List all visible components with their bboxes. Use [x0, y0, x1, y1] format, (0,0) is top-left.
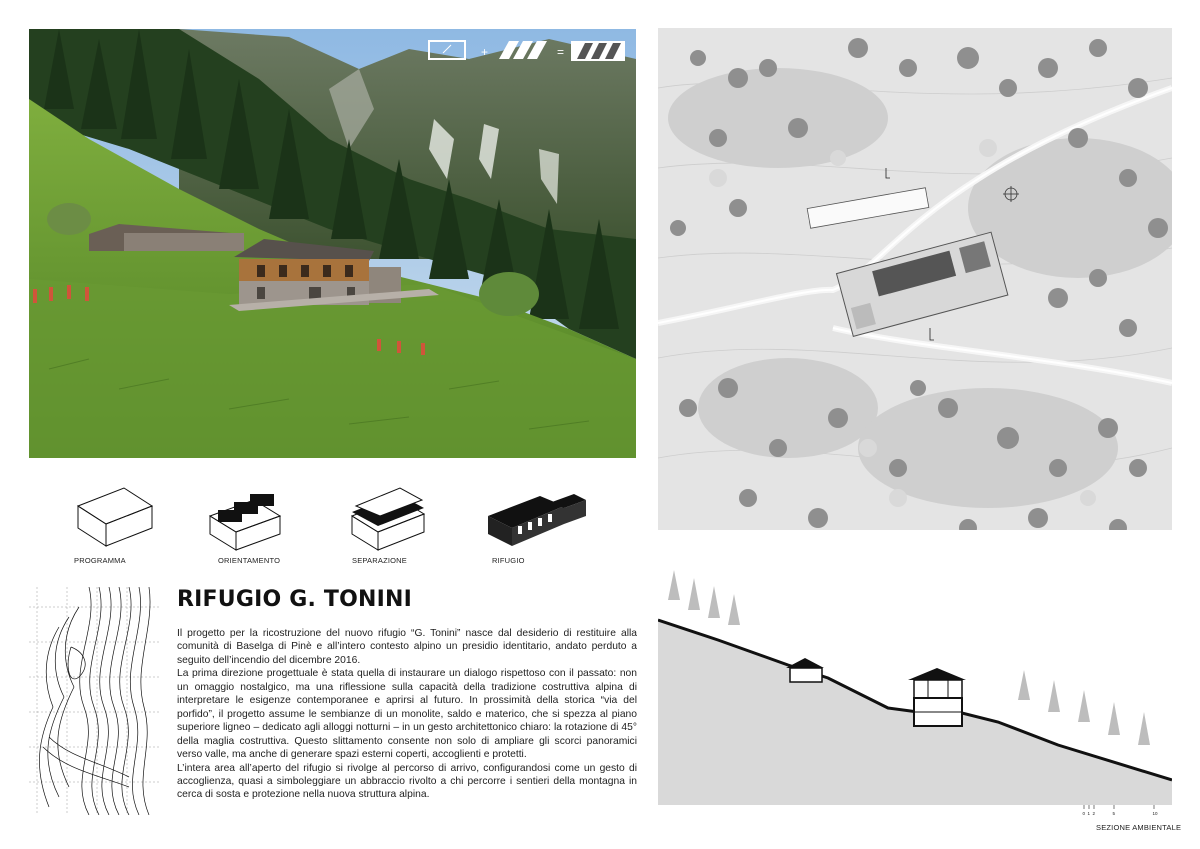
section-drawing — [658, 530, 1172, 805]
separated-volumes-icon — [344, 476, 484, 556]
concept-orientamento — [204, 476, 344, 576]
mountain-landscape-image — [29, 29, 636, 458]
concept-label: SEPARAZIONE — [352, 556, 407, 565]
topographic-map — [29, 587, 161, 815]
svg-text:=: = — [557, 45, 565, 59]
concept-separazione — [344, 476, 484, 576]
scale-bar — [1082, 803, 1172, 817]
project-description — [177, 627, 637, 802]
description-paragraph: La prima direzione progettuale è stata quella di instaurare un dialogo rispettoso con il passato: non un omaggio nostalgico, ma una riflessione sulla capacità della tradizione costruttiva alpina di interpretare le esigenze contemporanee e aprirsi al futuro. In prossimità della storica “via del porfido”, il progetto assume le sembianze di un monolite, saldo e materico, che si spezza al piano superiore ligneo – dedicato agli alloggi notturni – in un gesto architettonico chiaro: la rotazione di 45° della maglia costruttiva. Questo slittamento consente non solo di ampliare gli scorci panoramici verso valle, ma anche di generare spazi esterni coperti, accoglienti e protetti. — [177, 668, 637, 761]
project-title: RIFUGIO G. TONINI — [177, 587, 413, 612]
refuge-building-icon — [484, 476, 624, 556]
description-paragraph: Il progetto per la ricostruzione del nuovo rifugio “G. Tonini” nasce dal desiderio di restituire alla comunità di Baselga di Pinè e all’intero contesto alpino un presidio identitario, andato perduto a seguito dell’incendio del dicembre 2016. — [177, 628, 637, 666]
contour-lines-icon — [29, 587, 161, 815]
box-volume-icon — [64, 476, 204, 556]
concept-label: ORIENTAMENTO — [218, 556, 281, 565]
scale-tick-label: 1 — [1087, 811, 1091, 816]
section-label: SEZIONE AMBIENTALE — [1096, 823, 1182, 832]
site-plan — [658, 28, 1172, 548]
concept-label: PROGRAMMA — [74, 556, 126, 565]
scale-tick-label: 5 — [1112, 811, 1116, 816]
scale-tick-label: 10 — [1152, 811, 1158, 816]
render-photo — [29, 29, 636, 458]
concept-rifugio — [484, 476, 624, 576]
environmental-section — [658, 530, 1172, 805]
scale-tick-label: 0 — [1082, 811, 1086, 816]
rotated-blocks-icon — [204, 476, 344, 556]
site-plan-drawing — [658, 28, 1172, 548]
concept-diagrams — [64, 476, 624, 576]
scale-tick-label: 2 — [1092, 811, 1096, 816]
concept-programma — [64, 476, 204, 576]
svg-text:+: + — [481, 45, 489, 59]
scale-bar-icon — [1082, 803, 1172, 817]
concept-label: RIFUGIO — [492, 556, 525, 565]
description-paragraph: L’intera area all’aperto del rifugio si rivolge al percorso di arrivo, configurandosi come un gesto di accoglienza, quasi a simboleggiare un abbraccio rivolto a chi percorre i sentieri della montagna in cerca di sosta e protezione nella nuova struttura alpina. — [177, 762, 637, 801]
